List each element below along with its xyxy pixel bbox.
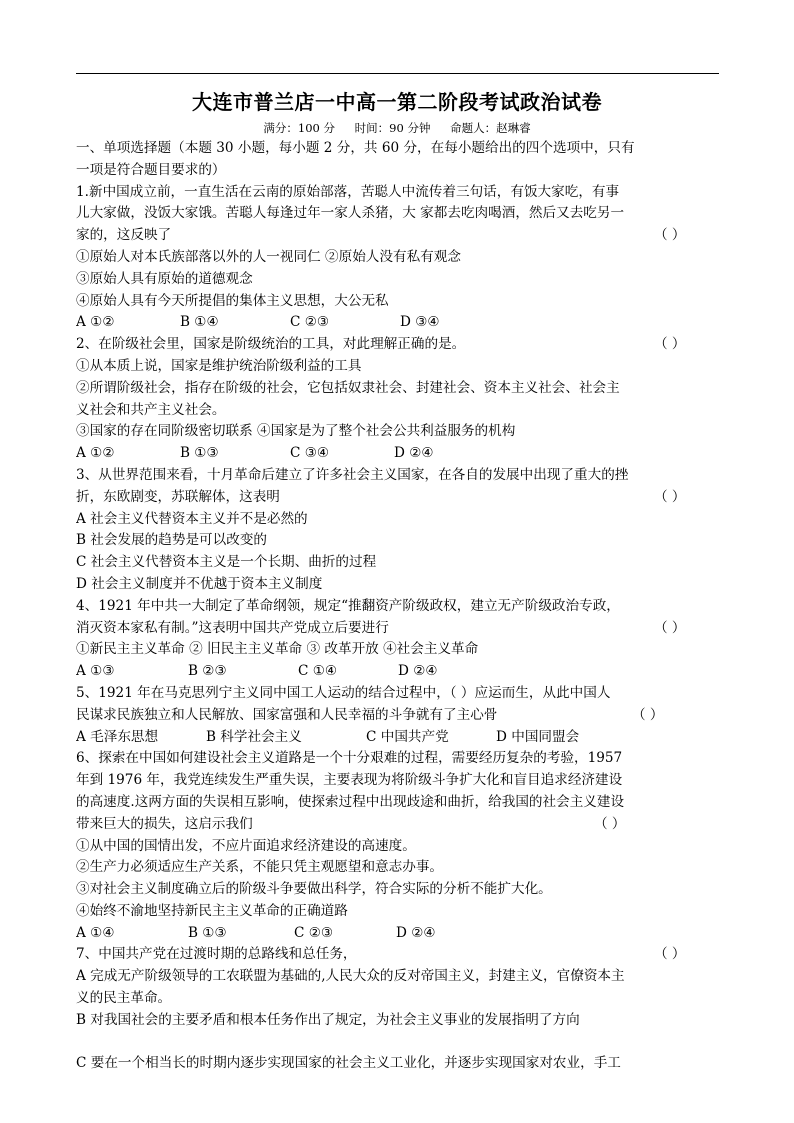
option-b: B ①③ [180,445,219,462]
options-row [76,443,724,465]
page-title: 大连市普兰店一中高一第二阶段考试政治试卷 [192,90,602,114]
exam-author: 命题人：赵琳睿 [450,121,531,135]
section-heading-cont: 一项是符合题目要求的） [76,161,226,178]
section-heading: 一、单项选择题（本题 30 小题，每小题 2 分，共 60 分，在每小题给出的四个选项中，只有 [76,140,635,156]
option-d: D 社会主义制度并不优越于资本主义制度 [76,575,323,592]
answer-blank: （ ） [632,706,664,723]
option-a: A ①② [76,314,115,331]
question-text: 带来巨大的损失，这启示我们 [76,815,253,832]
question-text: 6、探索在中国如何建设社会主义道路是一个十分艰难的过程，需要经历复杂的考验，1957 [76,750,623,767]
options-row [76,727,724,749]
full-score: 满分：100 分 [263,121,335,135]
statement: ②所谓阶级社会，指存在阶级的社会，它包括奴隶社会、封建社会、资本主义社会、社会主 [76,379,620,396]
option-c: C 中国共产党 [366,728,449,745]
option-b: B ①④ [180,314,219,331]
question-text: 民谋求民族独立和人民解放、国家富强和人民幸福的斗争就有了主心骨 [76,706,498,723]
statement: ①从中国的国情出发，不应片面追求经济建设的高速度。 [76,837,416,854]
option-c: C ③④ [290,445,330,462]
statement: ③国家的存在同阶级密切联系 ④国家是为了整个社会公共利益服务的机构 [76,423,516,440]
statement: ②生产力必须适应生产关系，不能只凭主观愿望和意志办事。 [76,859,444,876]
question-6 [76,748,724,944]
option-c: C 社会主义代替资本主义是一个长期、曲折的过程 [76,554,377,571]
question-7 [76,944,724,1075]
question-text: 4、1921 年中共一大制定了革命纲领，规定“推翻资产阶级政权，建立无产阶级政治专政， [76,597,620,614]
question-text: 1.新中国成立前，一直生活在云南的原始部落，苦聪人中流传着三句话，有饭大家吃，有事 [76,183,620,200]
statement: ④原始人具有今天所提倡的集体主义思想，大公无私 [76,292,389,309]
option-b: B 社会发展的趋势是可以改变的 [76,532,268,549]
option-c: C ①④ [298,663,338,680]
option-c: C 要在一个相当长的时期内逐步实现国家的社会主义工业化，并逐步实现国家对农业，手工 [76,1055,621,1072]
answer-blank: （ ） [654,336,686,353]
question-5 [76,683,724,748]
option-b: B 科学社会主义 [206,728,302,745]
question-text: 年到 1976 年，我党连续发生严重失误，主要表现为将阶级斗争扩大化和盲目追求经济建设 [76,772,623,789]
option-a: A 毛泽东思想 [76,728,159,745]
exam-meta [0,120,794,136]
exam-body [76,138,724,1075]
answer-blank: （ ） [594,815,626,832]
option-c: C ②③ [290,314,330,331]
question-text: 7、中国共产党在过渡时期的总路线和总任务， [76,946,357,963]
option-c: C ②③ [294,924,334,941]
statement: ①从本质上说，国家是维护统治阶级利益的工具 [76,357,362,374]
question-text: 2、在阶级社会里，国家是阶级统治的工具，对此理解正确的是。 [76,336,466,353]
question-text: 儿大家做，没饭大家饿。苦聪人每逢过年一家人杀猪，大 家都去吃肉喝酒，然后又去吃另一 [76,205,625,222]
option-a-cont: 义的民主革命。 [76,990,172,1007]
statement: ①原始人对本氏族部落以外的人一视同仁 ②原始人没有私有观念 [76,248,461,265]
question-text: 3、从世界范围来看，十月革命后建立了许多社会主义国家，在各自的发展中出现了重大的挫 [76,466,629,483]
answer-blank: （ ） [654,619,686,636]
question-1 [76,182,724,335]
option-b: B ②③ [188,663,227,680]
option-b: B ①③ [188,924,227,941]
question-text: 家的，这反映了 [76,227,172,244]
option-d: D ②④ [394,445,434,462]
option-b: B 对我国社会的主要矛盾和根本任务作出了规定，为社会主义事业的发展指明了方向 [76,1011,580,1028]
options-row [76,312,724,334]
option-a: A ①④ [76,924,115,941]
question-text: 折，东欧剧变，苏联解体，这表明 [76,488,280,505]
question-2 [76,334,724,465]
options-row [76,923,724,945]
statement: ④始终不渝地坚持新民主主义革命的正确道路 [76,902,348,919]
statement: ①新民主主义革命 ② 旧民主主义革命 ③ 改革开放 ④社会主义革命 [76,641,479,658]
header-rule [76,73,719,74]
option-d: D ③④ [400,314,440,331]
option-d: D ②④ [398,663,438,680]
option-a: A 完成无产阶级领导的工农联盟为基础的,人民大众的反对帝国主义，封建主义，官僚资本主 [76,968,625,985]
question-text: 5、1921 年在马克思列宁主义同中国工人运动的结合过程中，（ ）应运而生，从此中国人 [76,684,611,701]
question-4 [76,596,724,683]
answer-blank: （ ） [654,488,686,505]
option-d: D 中国同盟会 [496,728,580,745]
question-3 [76,465,724,596]
statement: 义社会和共产主义社会。 [76,401,226,418]
option-d: D ②④ [396,924,436,941]
answer-blank: （ ） [654,227,686,244]
options-row [76,661,724,683]
option-a: A ①② [76,445,115,462]
blank-line [76,1032,724,1054]
answer-blank: （ ） [654,946,686,963]
option-a: A ①③ [76,663,115,680]
statement: ③原始人具有原始的道德观念 [76,270,253,287]
option-a: A 社会主义代替资本主义并不是必然的 [76,510,308,527]
question-text: 的高速度.这两方面的失误相互影响，使探索过程中出现歧途和曲折，给我国的社会主义建设 [76,793,625,810]
statement: ③对社会主义制度确立后的阶级斗争要做出科学，符合实际的分析不能扩大化。 [76,881,552,898]
question-text: 消灭资本家私有制。”这表明中国共产党成立后要进行 [76,619,389,636]
exam-time: 时间：90 分钟 [354,121,431,135]
